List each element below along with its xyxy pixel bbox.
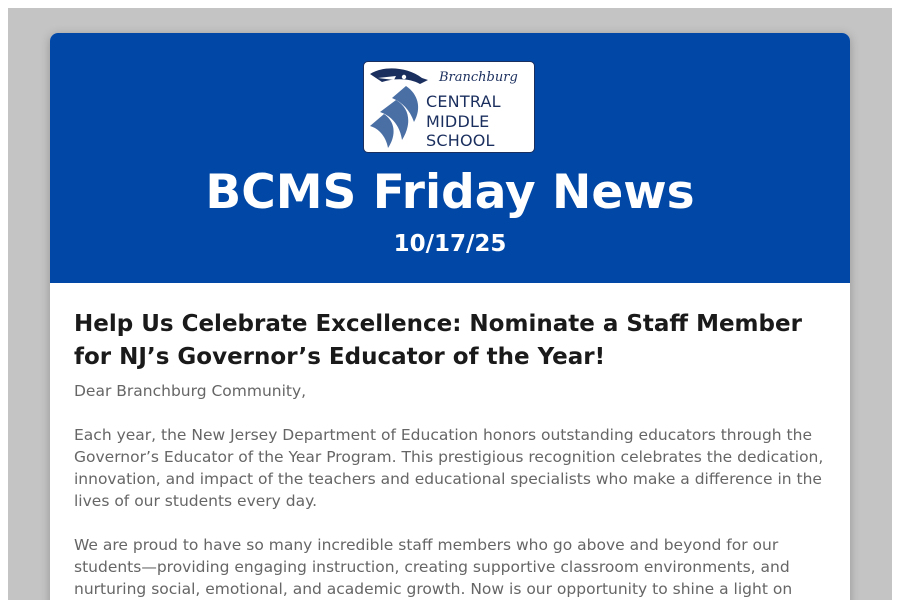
article-greeting: Dear Branchburg Community, [74,382,307,400]
logo-line-central: CENTRAL [426,92,501,111]
article-paragraph: Each year, the New Jersey Department of Education honors outstanding educators through the Governor’s Educator of the Year Program. This prestigious recognition celebrates the dedication, innovation, and impact of the teachers and educational specialists who make a difference in the lives of our students every day. [74,426,824,510]
school-logo[interactable] [363,61,535,153]
logo-line-middle: MIDDLE [426,112,490,131]
article-title: Help Us Celebrate Excellence: Nominate a Staff Member for NJ’s Governor’s Educator of the Year! [74,311,802,370]
newsletter-date: 10/17/25 [393,231,507,257]
newsletter-title: BCMS Friday News [205,165,695,220]
newsletter-card [50,33,850,600]
logo-line-school: SCHOOL [426,131,495,150]
email-viewport[interactable] [8,8,892,600]
eagle-icon [366,64,430,150]
logo-script-text: Branchburg [439,70,518,85]
article-paragraph: We are proud to have so many incredible staff members who go above and beyond for our students—providing engaging instruction, creating supportive classroom environments, and nurturing social, emotional, and academic growth. Now is our opportunity to shine a light on [74,536,793,598]
article-section [50,283,850,600]
newsletter-header [50,33,850,283]
